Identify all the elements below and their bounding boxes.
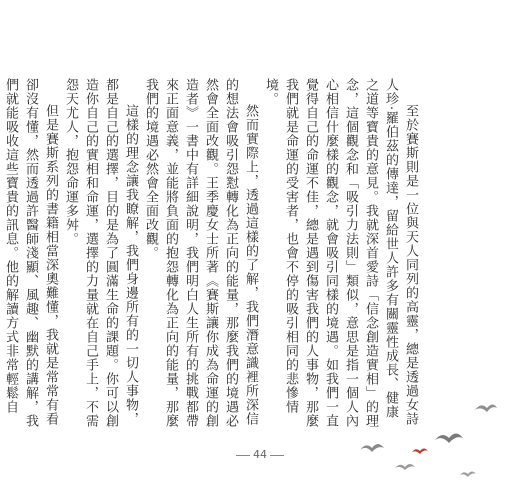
flying-bird-icon xyxy=(435,434,463,444)
paragraph-2-text: 然而實際上，透過這樣的了解，我們潛意識裡所深信的想法會吸引怨懟轉化為正向的能量，那麼我們的境遇必然會全面改觀。王季慶女士所著《賽斯讓你成為命運的創造者》一書中有詳細說明，我們明白人生所有的挑戰都帶來正面意義，並能將負面的抱怨轉化為正向的能量，那麼我們的境遇必然會全面改觀。 xyxy=(143,78,258,428)
page-number-value: 44 xyxy=(253,448,267,461)
paragraph-2 xyxy=(140,78,260,428)
flying-birds-illustration xyxy=(340,380,500,490)
page-number-rule-right xyxy=(270,455,284,456)
flying-bird-icon xyxy=(360,444,384,452)
paragraph-3-text: 這樣的理念讓我瞭解，我們身邊所有的一切人事物，都是自己的選擇，目的是為了圓滿生命的課題。你可以創造你自己的實相和命運，選擇的力量就在自己手上，不需怨天尤人，抱怨命運多舛。 xyxy=(63,78,138,428)
vertical-text-block xyxy=(3,78,420,428)
page-number-rule-left xyxy=(236,455,250,456)
red-bird-icon xyxy=(412,449,428,455)
flying-bird-icon xyxy=(475,405,497,413)
paragraph-3 xyxy=(60,78,140,428)
paragraph-1-text: 至於賽斯則是一位與天人同列的高靈，總是透過女詩人珍‧羅伯茲的傳達，留給世人許多有關靈性成長、健康之道等寶貴的意見。我就深首愛詩「信念創造實相」的理念，這個觀念和「吸引力法則」類似，意思是指一個人內心相信什麼樣的觀念，就會吸引同樣的境遇。如我們一直覺得自己的命運不佳，總是遇到傷害我們的人事物，那麼我們就是命運的受害者，也會不停的吸引相同的悲慘情境。 xyxy=(263,78,418,428)
flying-bird-icon xyxy=(460,472,476,478)
paragraph-1 xyxy=(260,78,420,428)
paragraph-4 xyxy=(0,78,60,428)
page-number xyxy=(220,448,300,461)
paragraph-4-text-a: 但是賽斯系列的書籍相當深奧難懂，我就是常常有看卻沒有懂，然而透過許醫師淺顯、風趣、幽默的講解，我們就能吸收這些寶貴的訊息。他的解讀方式非常輕鬆自 xyxy=(3,78,58,428)
flying-bird-icon xyxy=(395,464,415,470)
